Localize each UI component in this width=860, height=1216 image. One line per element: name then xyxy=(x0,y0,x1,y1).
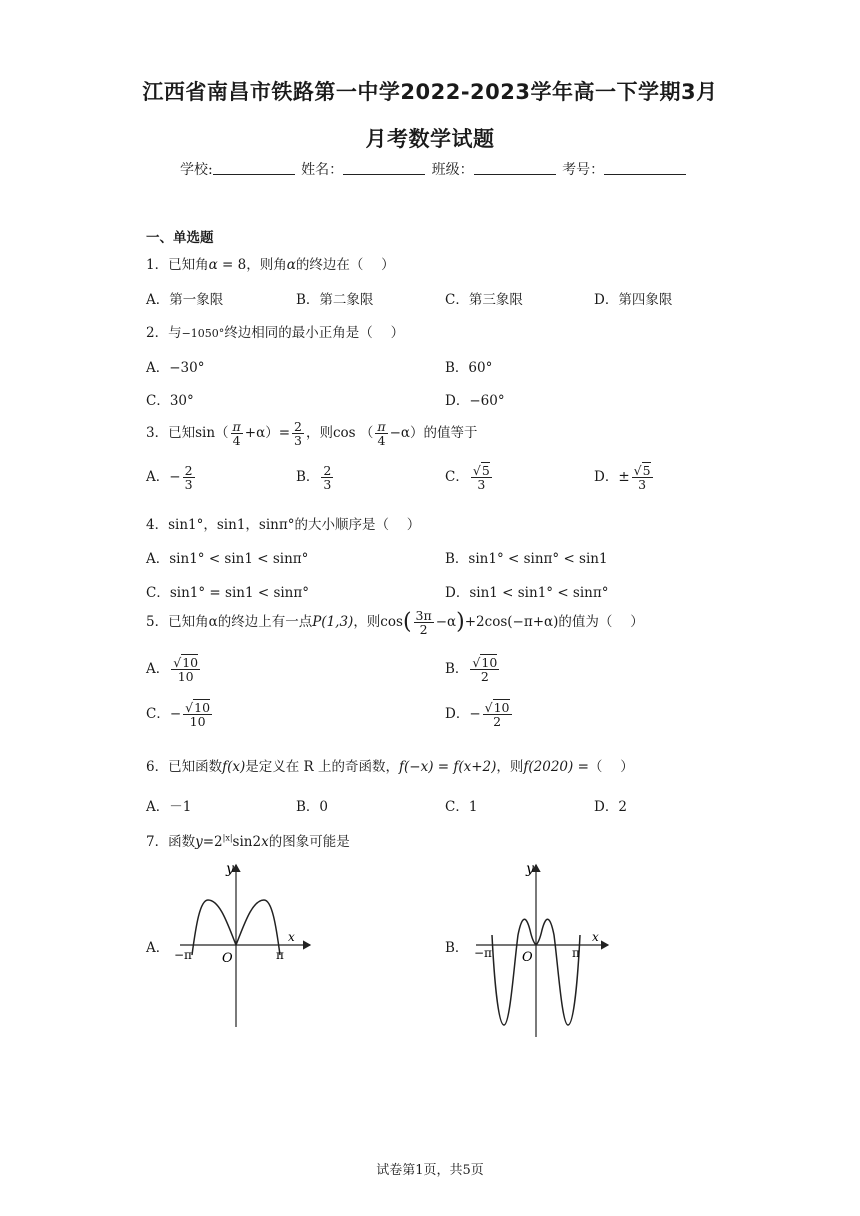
q1-option-a xyxy=(146,288,223,308)
numerator: √10 xyxy=(185,700,211,715)
option-key: A． xyxy=(146,551,170,567)
option-text: sin1 < sin1° < sinπ° xyxy=(469,585,609,601)
q2-option-b xyxy=(445,356,492,376)
q7-graph-a xyxy=(170,855,320,1030)
fraction xyxy=(375,420,387,447)
option-text: 第一象限 xyxy=(169,292,224,308)
numerator: π xyxy=(377,419,386,434)
question-2-stem xyxy=(146,321,404,341)
q3-option-b xyxy=(296,464,335,491)
option-text: 第二象限 xyxy=(319,292,374,308)
option-key: C． xyxy=(445,799,469,815)
q5-pre: 已知角α的终边上有一点 xyxy=(168,614,313,631)
class-label: 班级： xyxy=(431,162,474,178)
question-3-stem xyxy=(146,420,478,447)
q6-pre: 已知函数 xyxy=(168,759,223,775)
q5-minus-alpha: −α xyxy=(435,614,457,631)
option-text: 0 xyxy=(319,799,329,815)
question-number: 7． xyxy=(146,834,169,850)
option-key: D． xyxy=(594,292,619,308)
q5-option-b xyxy=(445,656,501,683)
question-number: 4． xyxy=(146,517,169,533)
numerator: √10 xyxy=(484,700,510,715)
q1-option-b xyxy=(296,288,373,308)
y-label: y xyxy=(526,861,534,877)
q5-rest: +2cos(−π+α) xyxy=(464,614,559,631)
question-7-stem xyxy=(146,830,350,850)
q3-option-c xyxy=(445,464,494,491)
denominator: 4 xyxy=(232,433,241,449)
q3-plus-alpha: +α）= xyxy=(244,425,291,442)
option-text: −30° xyxy=(169,360,205,376)
option-text: 60° xyxy=(468,360,493,376)
q7-graph-b xyxy=(468,855,618,1040)
q5-post: 的值为（ ） xyxy=(558,614,644,631)
x-label: x xyxy=(288,930,295,944)
option-key: A． xyxy=(146,292,170,308)
q4-option-d xyxy=(445,581,609,601)
pi-label: π xyxy=(276,948,284,962)
exam-number-blank xyxy=(604,162,686,175)
q5-option-c xyxy=(146,701,214,728)
question-4-stem xyxy=(146,513,420,533)
option-text: 2 xyxy=(618,799,627,815)
q7-fn-x: x xyxy=(261,834,269,850)
q3-option-a xyxy=(146,464,197,491)
option-text: sin1° < sinπ° < sin1 xyxy=(468,551,608,567)
q4-stem-text: sin1°，sin1，sinπ°的大小顺序是（ ） xyxy=(168,517,421,533)
q5-option-a xyxy=(146,656,202,683)
page-title-line1: 江西省南昌市铁路第一中学2022-2023学年高一下学期3月 xyxy=(142,80,718,104)
option-key: B． xyxy=(296,469,320,486)
denominator: 2 xyxy=(493,714,502,730)
fraction xyxy=(183,464,195,491)
q6-option-c xyxy=(445,795,477,815)
right-paren: ) xyxy=(456,609,465,635)
name-blank xyxy=(343,162,425,175)
q3-cos: cos （ xyxy=(332,425,374,442)
option-key: B． xyxy=(445,360,469,376)
q5-point: P(1,3) xyxy=(312,614,354,631)
fraction xyxy=(632,464,653,491)
radicand: 10 xyxy=(194,700,211,715)
denominator: 2 xyxy=(419,622,428,638)
option-text: sin1° = sin1 < sinπ° xyxy=(169,585,310,601)
q4-option-c xyxy=(146,581,309,601)
numerator: 2 xyxy=(184,463,193,478)
denominator: 3 xyxy=(184,477,193,493)
q1-eq: = 8，则角 xyxy=(217,257,287,273)
fraction xyxy=(183,701,212,728)
radicand: 10 xyxy=(481,655,498,670)
q6-option-a xyxy=(146,795,191,815)
fraction xyxy=(292,420,304,447)
q7-option-b-key: B． xyxy=(445,940,469,956)
origin-label: O xyxy=(522,950,533,965)
q6-fx: f(x) xyxy=(222,759,246,775)
denominator: 10 xyxy=(189,714,206,730)
option-text: 第四象限 xyxy=(618,292,673,308)
option-key: B． xyxy=(296,799,320,815)
pi-label: π xyxy=(572,946,580,960)
q2-option-d xyxy=(445,389,505,409)
denominator: 3 xyxy=(477,477,486,493)
option-text: －1 xyxy=(169,799,192,815)
q3-post: 的值等于 xyxy=(423,425,478,442)
neg-pi-label: −π xyxy=(474,946,492,960)
fraction xyxy=(483,701,512,728)
page-title-line2: 月考数学试题 xyxy=(365,127,495,151)
school-blank xyxy=(213,162,295,175)
q2-angle: −1050° xyxy=(181,327,225,340)
q7-fn-sin: sin2 xyxy=(232,834,262,850)
numerator: 2 xyxy=(323,463,332,478)
exam-number-label: 考号： xyxy=(562,162,605,178)
y-label: y xyxy=(226,861,234,877)
option-key: B． xyxy=(445,551,469,567)
section-title: 一、单选题 xyxy=(146,230,214,246)
numerator: √10 xyxy=(173,655,199,670)
fraction xyxy=(231,420,243,447)
denominator: 2 xyxy=(480,669,489,685)
fraction xyxy=(471,464,492,491)
option-key: D． xyxy=(445,585,470,601)
q3-pre: 已知 xyxy=(168,425,196,442)
q6-option-d xyxy=(594,795,627,815)
q1-option-c xyxy=(445,288,523,308)
option-sign: − xyxy=(469,706,481,723)
q6-target: f(2020) = xyxy=(523,759,589,775)
q6-eq: f(−x) = f(x+2) xyxy=(399,759,497,775)
q6-mid2: ，则 xyxy=(496,759,524,775)
denominator: 3 xyxy=(323,477,332,493)
origin-label: O xyxy=(222,951,233,966)
question-5-stem xyxy=(146,609,644,636)
option-key: B． xyxy=(296,292,320,308)
q2-option-c xyxy=(146,389,194,409)
q2-option-a xyxy=(146,356,205,376)
option-text: 1 xyxy=(468,799,478,815)
numerator: 3π xyxy=(415,608,432,623)
fraction xyxy=(414,609,434,636)
q3-minus-alpha: −α） xyxy=(389,425,424,442)
q6-post: （ ） xyxy=(588,759,634,775)
numerator: √10 xyxy=(472,655,498,670)
q2-post: 终边相同的最小正角是（ ） xyxy=(224,325,405,341)
option-key: A． xyxy=(146,799,170,815)
radicand: 10 xyxy=(182,655,199,670)
q1-alpha2: α xyxy=(286,257,296,273)
denominator: 4 xyxy=(377,433,386,449)
option-text: sin1° < sin1 < sinπ° xyxy=(169,551,309,567)
denominator: 3 xyxy=(294,433,302,449)
option-text: 第三象限 xyxy=(468,292,523,308)
option-key: D． xyxy=(445,393,470,409)
option-key: D． xyxy=(594,799,619,815)
question-number: 5． xyxy=(146,614,169,631)
numerator: √5 xyxy=(633,463,651,478)
student-info-fields xyxy=(180,159,688,179)
option-key: A． xyxy=(146,469,170,486)
option-key: A． xyxy=(146,661,170,678)
q1-alpha: α xyxy=(208,257,218,273)
option-key: B． xyxy=(445,661,469,678)
option-key: C． xyxy=(445,469,469,486)
left-paren: ( xyxy=(402,609,412,635)
q4-option-b xyxy=(445,547,608,567)
q7-fn-exponent: |x| xyxy=(222,833,233,843)
question-1-stem xyxy=(146,253,395,273)
q7-fn-y: y xyxy=(195,834,203,850)
q3-mid: ，则 xyxy=(305,425,333,442)
class-blank xyxy=(474,162,556,175)
fraction xyxy=(321,464,333,491)
q3-sin: sin（ xyxy=(195,425,229,442)
denominator: 10 xyxy=(177,669,194,685)
option-key: C． xyxy=(146,585,170,601)
q2-pre: 与 xyxy=(168,325,182,341)
radicand: 5 xyxy=(642,463,651,478)
q7-post: 的图象可能是 xyxy=(268,834,350,850)
fraction xyxy=(171,656,200,683)
q4-option-a xyxy=(146,547,308,567)
denominator: 3 xyxy=(638,477,647,493)
numerator: 2 xyxy=(294,419,302,434)
option-text: 30° xyxy=(169,393,194,409)
q1-post: 的终边在（ ） xyxy=(295,257,395,273)
neg-pi-label: −π xyxy=(174,948,192,962)
x-label: x xyxy=(592,930,599,944)
numerator: √5 xyxy=(472,463,490,478)
radicand: 5 xyxy=(481,463,490,478)
option-key: C． xyxy=(445,292,469,308)
q5-option-d xyxy=(445,701,514,728)
question-number: 1． xyxy=(146,257,169,273)
option-key: C． xyxy=(146,706,170,723)
q3-option-d xyxy=(594,464,655,491)
radicand: 10 xyxy=(493,700,510,715)
option-sign: − xyxy=(169,706,182,723)
question-number: 6． xyxy=(146,759,169,775)
question-number: 2． xyxy=(146,325,169,341)
question-6-stem xyxy=(146,755,634,775)
option-key: D． xyxy=(445,706,470,723)
q1-option-d xyxy=(594,288,672,308)
option-key: C． xyxy=(146,393,170,409)
q7-option-a-key: A． xyxy=(146,940,170,956)
q7-pre: 函数 xyxy=(168,834,196,850)
q1-pre: 已知角 xyxy=(168,257,209,273)
option-sign: − xyxy=(169,469,181,486)
numerator: π xyxy=(232,419,241,434)
page-footer: 试卷第1页，共5页 xyxy=(376,1163,484,1178)
fraction xyxy=(470,656,499,683)
name-label: 姓名： xyxy=(301,162,344,178)
q7-fn-eq: =2 xyxy=(202,834,223,850)
option-key: D． xyxy=(594,469,619,486)
option-sign: ± xyxy=(618,469,630,486)
option-key: A． xyxy=(146,360,170,376)
q5-mid: ，则cos xyxy=(353,614,403,631)
option-text: −60° xyxy=(469,393,505,409)
question-number: 3． xyxy=(146,425,169,442)
school-label: 学校: xyxy=(180,162,213,178)
q6-mid: 是定义在 R 上的奇函数， xyxy=(245,759,399,775)
q6-option-b xyxy=(296,795,328,815)
